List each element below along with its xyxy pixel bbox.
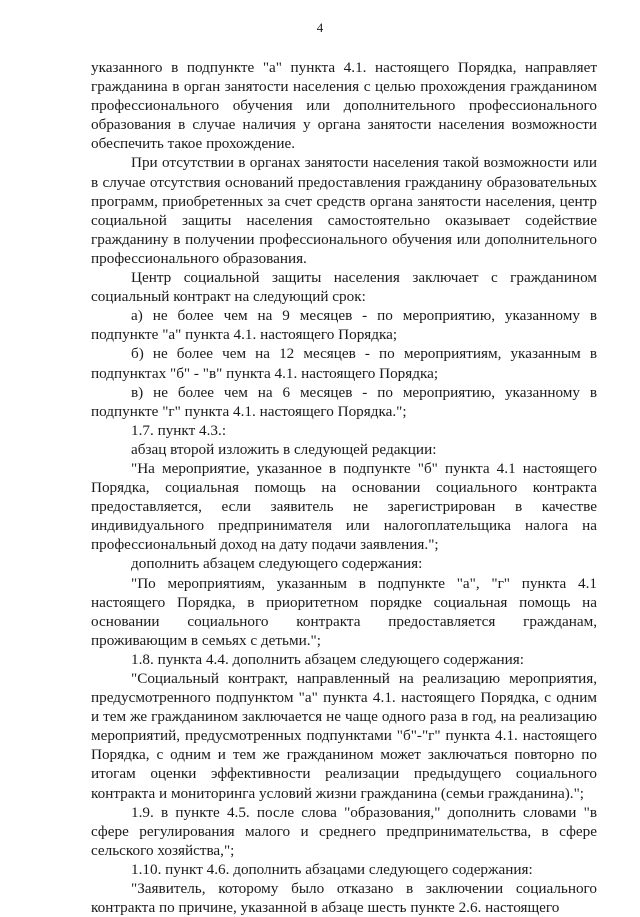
paragraph: дополнить абзацем следующего содержания: (131, 555, 423, 573)
clause-heading: 1.7. пункт 4.3.: (131, 421, 227, 439)
paragraph: "Социальный контракт, направленный на реализацию мероприятия, предусмотренного подпунктом "а" пункта 4.1. настоящего Порядка, с одним и тем же гражданином заключается не чаще одного раза в год, на реализацию мероприятий, предусмотренных подпунктами "б"-"г" пункта 4.1. настоящего Порядка, с одним и тем же гражданином может заключаться повторно по итогам оценки эффективности реализации предыдущего социального контракта и мониторинга условий жизни гражданина (семьи гражданина)."; (91, 670, 597, 802)
paragraph: "По мероприятиям, указанным в подпункте "а", "г" пункта 4.1 настоящего Порядка, в приоритетном порядке социальная помощь на основании социального контракта предоставляется гражданам, проживающим в семьях с детьми."; (91, 574, 597, 649)
paragraph: "Заявитель, которому было отказано в заключении социального контракта по причине, указанной в абзаце шесть пункте 2.6. настоящего (91, 880, 597, 917)
paragraph: При отсутствии в органах занятости населения такой возможности или в случае отсутствия оснований предоставления гражданину образовательных программ, приобретенных за счет средств органа занятости населения, центр социальной защиты населения самостоятельно оказывает содействие гражданину в получении профессионального обучения или дополнительного профессионального образования. (91, 154, 597, 267)
list-item-b: б) не более чем на 12 месяцев - по мероприятиям, указанным в подпунктах "б" - "в" пункта 4.1. настоящего Порядка; (91, 345, 597, 382)
paragraph: абзац второй изложить в следующей редакции: (131, 440, 437, 458)
list-item-v: в) не более чем на 6 месяцев - по мероприятию, указанному в подпункте "г" пункта 4.1. настоящего Порядка."; (91, 383, 597, 420)
document-body (91, 58, 597, 917)
list-item-a: а) не более чем на 9 месяцев - по мероприятию, указанному в подпункте "а" пункта 4.1. настоящего Порядка; (91, 307, 597, 344)
page-number: 4 (316, 20, 324, 35)
paragraph: Центр социальной защиты населения заключает с гражданином социальный контракт на следующий срок: (91, 269, 597, 306)
clause-heading: 1.8. пункта 4.4. дополнить абзацем следующего содержания: (131, 650, 524, 668)
paragraph: указанного в подпункте "а" пункта 4.1. настоящего Порядка, направляет гражданина в орган занятости населения с целью прохождения гражданином профессионального обучения или дополнительного профессионального образования в случае наличия у органа занятости населения возможности обеспечить такое прохождение. (91, 59, 597, 153)
clause-heading: 1.9. в пункте 4.5. после слова "образования," дополнить словами "в сфере регулирования малого и среднего предпринимательства, в сфере сельского хозяйства,"; (91, 803, 597, 859)
paragraph: "На мероприятие, указанное в подпункте "б" пункта 4.1 настоящего Порядка, социальная помощь на основании социального контракта предоставляется, если заявитель не зарегистрирован в качестве индивидуального предпринимателя или налогоплательщика налога на профессиональный доход на дату подачи заявления."; (91, 459, 597, 554)
clause-heading: 1.10. пункт 4.6. дополнить абзацами следующего содержания: (131, 860, 533, 878)
